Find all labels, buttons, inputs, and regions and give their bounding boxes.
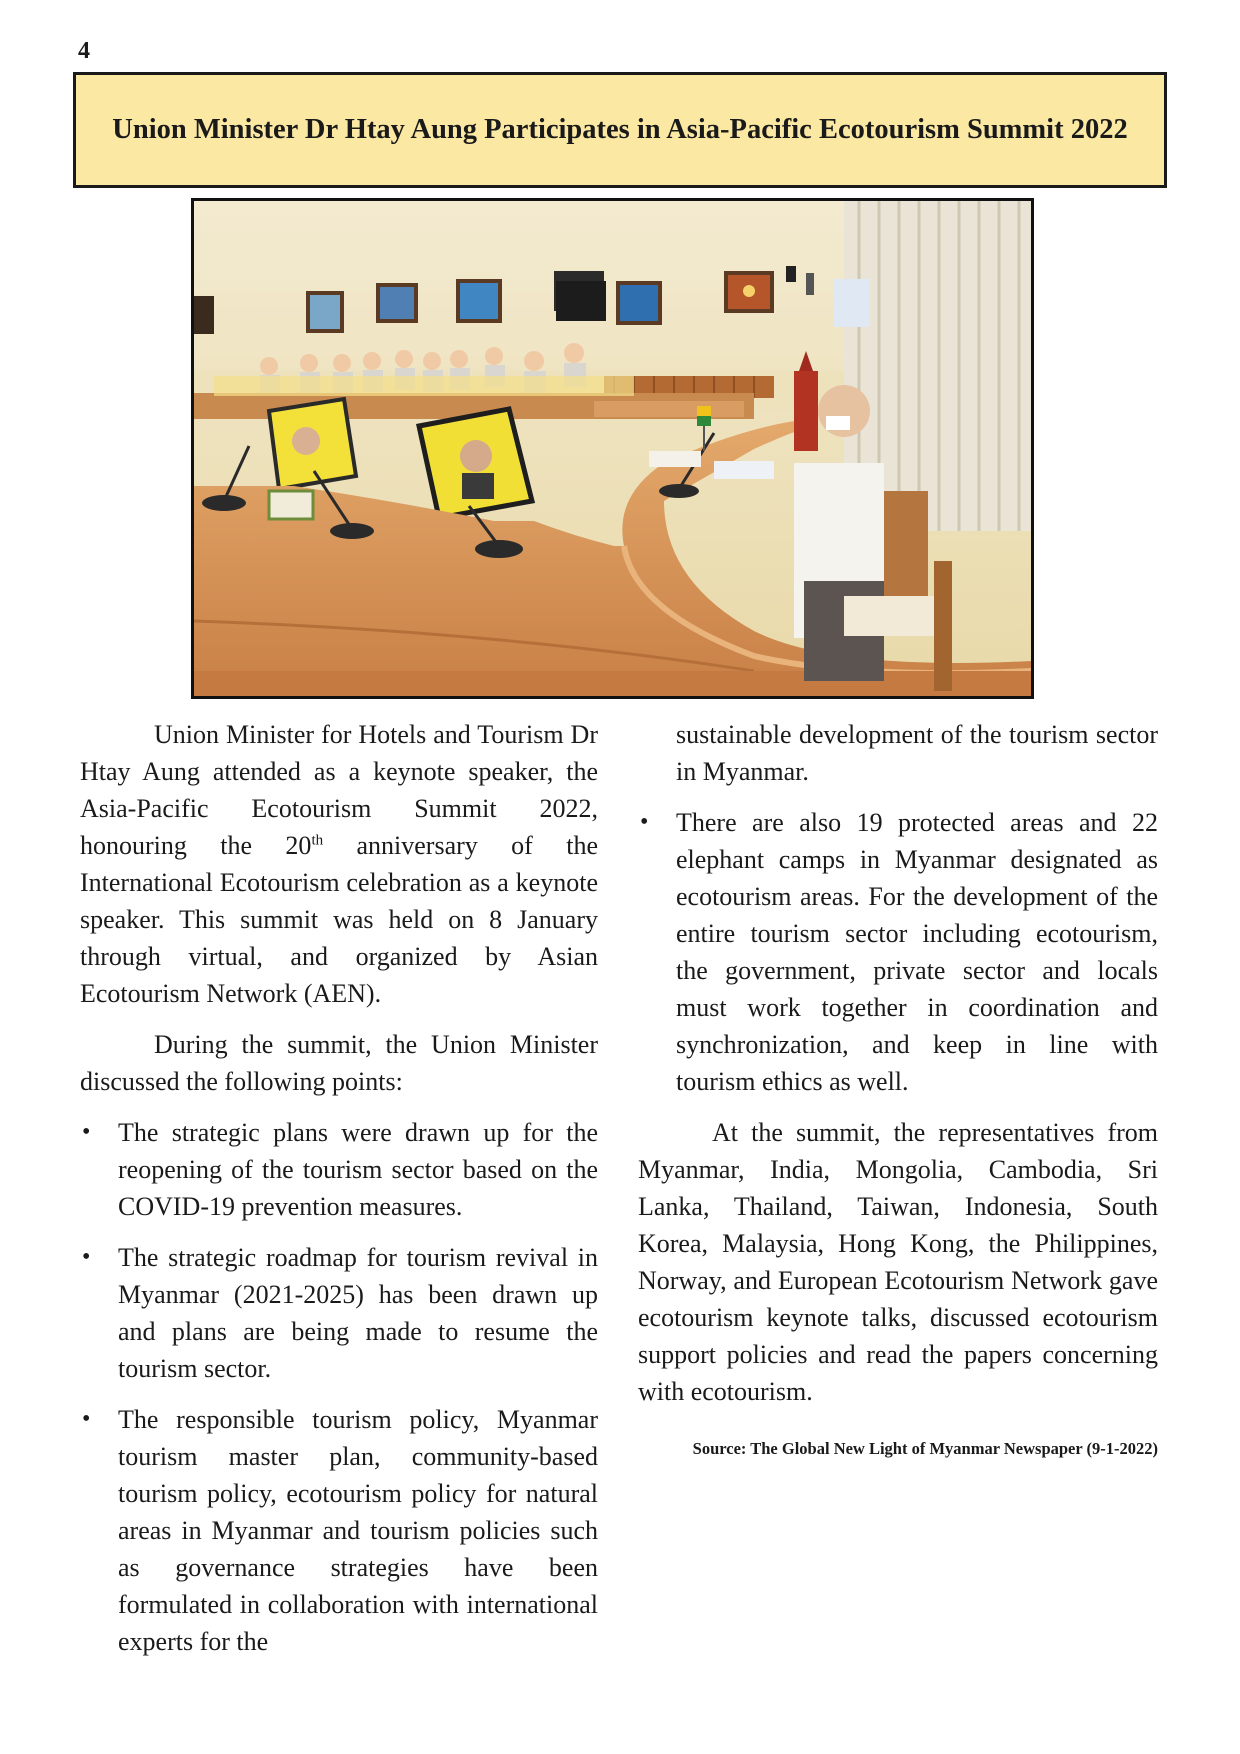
meeting-photo bbox=[191, 198, 1034, 699]
closing-paragraph: At the summit, the representatives from Myanmar, India, Mongolia, Cambodia, Sri Lanka, Thailand, Taiwan, Indonesia, South Korea, Malaysia, Hong Kong, the Philippines, Norway, and European Ecotourism Network gave ecotourism keynote talks, discussed ecotourism support policies and read the papers concerning with ecotourism. bbox=[638, 1118, 1158, 1406]
list-item: • There are also 19 protected areas and 22 elephant camps in Myanmar designated as ecotourism areas. For the development of the entire tourism sector including ecotourism, the government, private sector and locals must work together in coordination and synchronization, and keep in line with tourism ethics as well. bbox=[638, 804, 1158, 1100]
points-list-continued bbox=[638, 804, 1158, 1100]
ordinal-superscript: th bbox=[311, 832, 324, 849]
list-item-continuation: sustainable development of the tourism sector in Myanmar. bbox=[676, 720, 1158, 786]
list-item: • The strategic roadmap for tourism revival in Myanmar (2021-2025) has been drawn up and plans are being made to resume the tourism sector. bbox=[80, 1239, 598, 1387]
meeting-illustration bbox=[194, 201, 1031, 696]
left-column bbox=[80, 716, 598, 1674]
title-box bbox=[73, 72, 1167, 188]
points-list bbox=[80, 1114, 598, 1660]
list-item: • The responsible tourism policy, Myanmar tourism master plan, community-based tourism policy, ecotourism policy for natural areas in Myanmar and tourism policies such as governance strategies have been formulated in collaboration with international experts for the bbox=[80, 1401, 598, 1660]
source-credit: Source: The Global New Light of Myanmar Newspaper (9-1-2022) bbox=[692, 1439, 1158, 1458]
right-column bbox=[638, 716, 1158, 1460]
page-number: 4 bbox=[78, 38, 90, 64]
article-title: Union Minister Dr Htay Aung Participates in Asia-Pacific Ecotourism Summit 2022 bbox=[112, 114, 1128, 145]
intro-paragraph: Union Minister for Hotels and Tourism Dr Htay Aung attended as a keynote speaker, the Asia-Pacific Ecotourism Summit 2022, honouring the 20th anniversary of the International Ecotourism celebration as a keynote speaker. This summit was held on 8 January through virtual, and organized by Asian Ecotourism Network (AEN). bbox=[80, 720, 598, 1008]
discussion-intro: During the summit, the Union Minister discussed the following points: bbox=[80, 1030, 598, 1096]
list-item: • The strategic plans were drawn up for the reopening of the tourism sector based on the COVID-19 prevention measures. bbox=[80, 1114, 598, 1225]
